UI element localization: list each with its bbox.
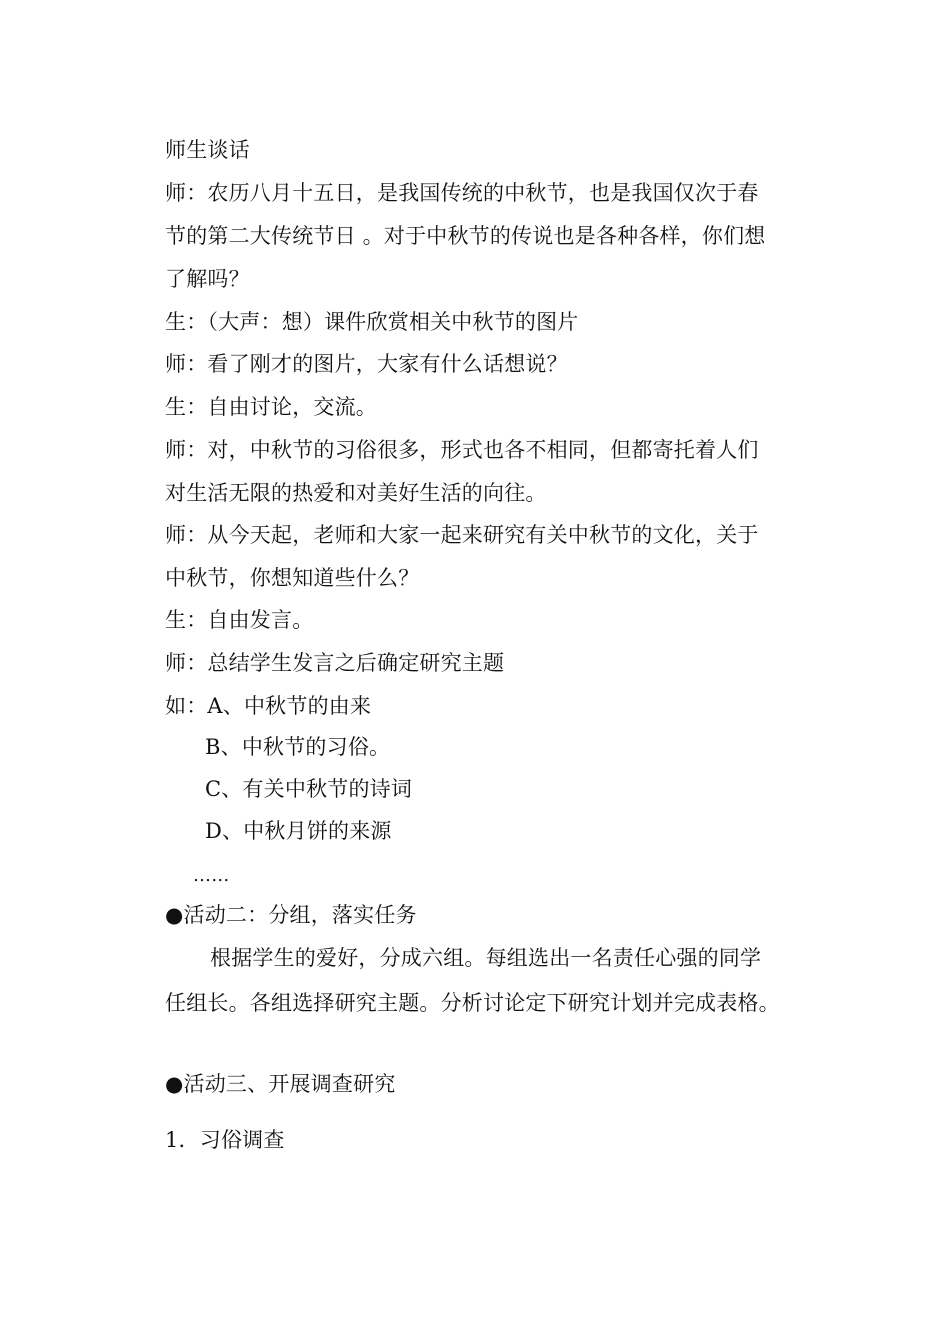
paragraph-line: 师：总结学生发言之后确定研究主题: [165, 651, 505, 675]
paragraph-line: 生：自由讨论，交流。: [165, 395, 377, 419]
topic-list-first: 如：A、中秋节的由来: [165, 694, 372, 718]
topic-item-b: B、中秋节的习俗。: [205, 735, 391, 759]
paragraph-line: 师：对，中秋节的习俗很多，形式也各不相同，但都寄托着人们: [165, 438, 759, 462]
topic-item-d: D、中秋月饼的来源: [205, 819, 392, 843]
paragraph-line: 中秋节，你想知道些什么？: [165, 566, 420, 590]
subsection-heading: 1．习俗调查: [165, 1128, 285, 1152]
paragraph-line: 任组长。各组选择研究主题。分析讨论定下研究计划并完成表格。: [165, 991, 780, 1015]
activity-three-heading: ●活动三、开展调查研究: [165, 1072, 396, 1096]
paragraph-line: 生：（大声：想）课件欣赏相关中秋节的图片: [165, 310, 579, 334]
topic-item-c: C、有关中秋节的诗词: [205, 777, 413, 801]
paragraph-line: 节的第二大传统节日 。对于中秋节的传说也是各种各样，你们想: [165, 224, 766, 248]
paragraph-line: 对生活无限的热爱和对美好生活的向往。: [165, 481, 547, 505]
paragraph-line: 师：看了刚才的图片，大家有什么话想说？: [165, 352, 568, 376]
section-heading: 师生谈话: [165, 138, 250, 162]
paragraph-line: 根据学生的爱好，分成六组。每组选出一名责任心强的同学: [210, 946, 762, 970]
paragraph-line: 师：农历八月十五日，是我国传统的中秋节，也是我国仅次于春: [165, 181, 759, 205]
paragraph-line: 生：自由发言。: [165, 608, 314, 632]
paragraph-line: 师：从今天起，老师和大家一起来研究有关中秋节的文化，关于: [165, 523, 759, 547]
paragraph-line: 了解吗？: [165, 267, 250, 291]
ellipsis: ……: [193, 865, 230, 886]
activity-two-heading: ●活动二：分组，落实任务: [165, 903, 417, 927]
